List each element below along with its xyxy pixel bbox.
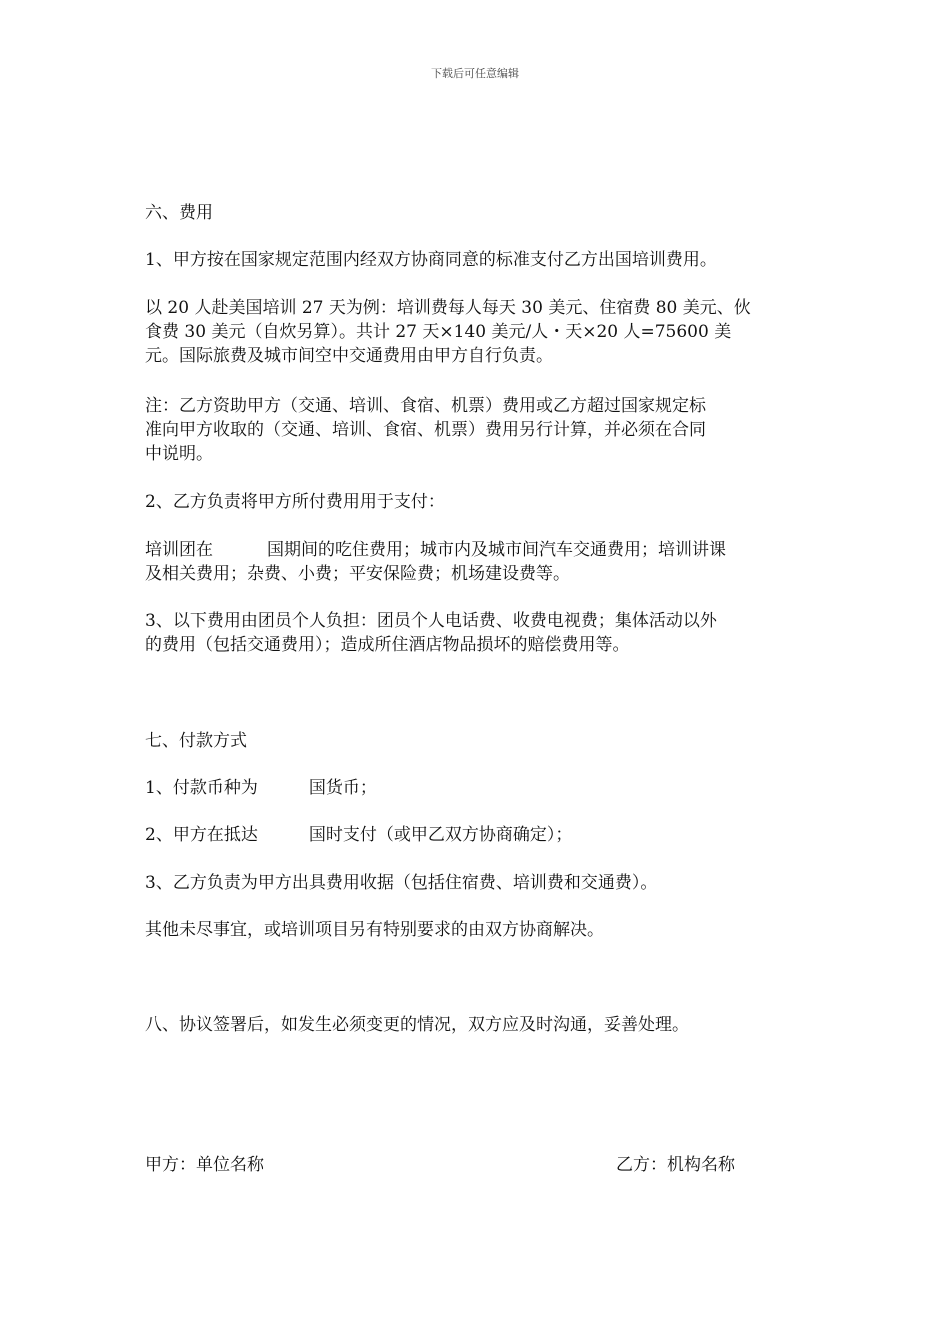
section-6-note-line-3: 中说明。 [145,444,213,464]
party-a-signature: 甲方：单位名称 [145,1155,264,1175]
section-7-paragraph-1-lead: 1、付款币种为 [145,778,258,798]
section-6-paragraph-4-line-1 [145,538,726,562]
section-6-note-line-2: 准向甲方收取的（交通、培训、食宿、机票）费用另行计算，并必须在合同 [145,420,706,440]
section-6-paragraph-3: 2、乙方负责将甲方所付费用用于支付： [145,492,445,512]
section-6-title: 六、费用 [145,203,213,223]
section-6-paragraph-4-rest: 国期间的吃住费用；城市内及城市间汽车交通费用；培训讲课 [267,540,726,560]
section-7-paragraph-3: 3、乙方负责为甲方出具费用收据（包括住宿费、培训费和交通费）。 [145,873,658,893]
section-6-paragraph-1: 1、甲方按在国家规定范围内经双方协商同意的标准支付乙方出国培训费用。 [145,250,717,270]
section-7-paragraph-2 [145,823,572,847]
section-7-paragraph-2-lead: 2、甲方在抵达 [145,825,258,845]
section-7-paragraph-4: 其他未尽事宜，或培训项目另有特别要求的由双方协商解决。 [145,920,604,940]
section-6-paragraph-2-line-1: 以 20 人赴美国培训 27 天为例：培训费每人每天 30 美元、住宿费 80 美元、伙 [145,298,751,318]
section-6-paragraph-4-line-2: 及相关费用；杂费、小费；平安保险费；机场建设费等。 [145,564,570,584]
section-6-paragraph-5-line-1: 3、以下费用由团员个人负担：团员个人电话费、收费电视费；集体活动以外 [145,611,717,631]
section-7-paragraph-1-rest: 国货币； [308,778,377,798]
section-6-note-line-1: 注：乙方资助甲方（交通、培训、食宿、机票）费用或乙方超过国家规定标 [145,396,706,416]
section-6-paragraph-2-line-2: 食费 30 美元（自炊另算）。共计 27 天×140 美元/人・天×20 人=75600 美 [145,322,732,342]
party-b-signature: 乙方：机构名称 [616,1155,735,1175]
section-6-paragraph-5-line-2: 的费用（包括交通费用）；造成所住酒店物品损坏的赔偿费用等。 [145,635,630,655]
section-6-paragraph-2-line-3: 元。国际旅费及城市间空中交通费用由甲方自行负责。 [145,346,553,366]
page-header-note: 下载后可任意编辑 [431,67,519,80]
section-8-text: 八、协议签署后，如发生必须变更的情况，双方应及时沟通，妥善处理。 [145,1015,689,1035]
section-7-paragraph-1 [145,776,377,800]
section-7-title: 七、付款方式 [145,731,247,751]
section-7-paragraph-2-rest: 国时支付（或甲乙双方协商确定）； [308,825,573,845]
section-6-paragraph-4-lead: 培训团在 [145,540,213,560]
